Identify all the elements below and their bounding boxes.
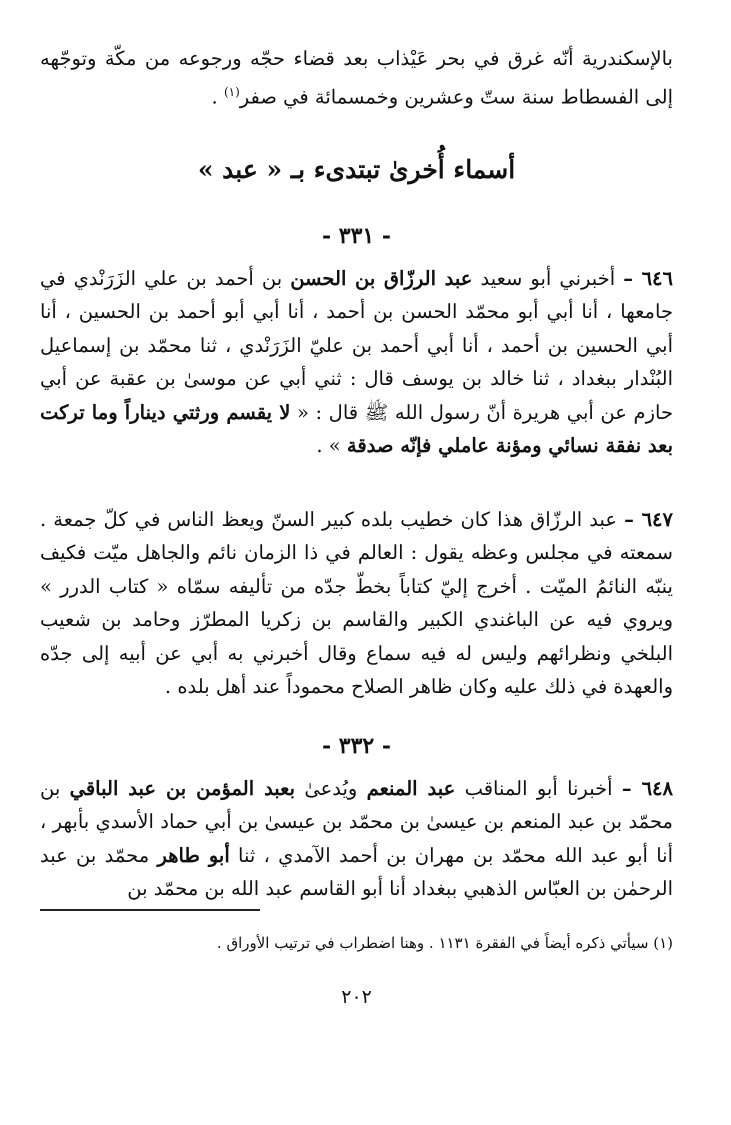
intro-text: بالإسكندرية أنّه غرق في بحر عَيْذاب بعد قضاء حجّه ورجوعه من مكّة وتوجّهه إلى الفسطاط سنة ستّ وعشرين وخمسمائة في صفر [40, 47, 673, 108]
entry-number: ٦٤٦ – [623, 266, 673, 290]
section-title: أسماء أُخرىٰ تبتدىء بـ « عبد » [197, 154, 516, 184]
entry-text: ويُدعىٰ [295, 776, 367, 800]
footnote-reference[interactable]: (١) [223, 84, 240, 99]
hadith-text: لا يقسم ورثتي ديناراً وما تركت بعد نفقة نسائي ومؤنة عاملي فإنّه صدقة [40, 400, 673, 457]
entry-number: ٦٤٧ – [624, 507, 673, 531]
footnote: (١) سيأتي ذكره أيضاً في الفقرة ١١٣١ . وهنا اضطراب في ترتيب الأوراق . [216, 934, 673, 952]
entry-text: بن محمّد بن عبد المنعم بن عيسىٰ بن محمّد بن عيسىٰ بن أبي حماد الأسدي بأبهر ، أنا أبو عبد الله محمّد بن مهران بن أحمد الآمدي ، ثنا [40, 776, 674, 867]
narrator-name: عبد الرزّاق بن الحسن [290, 266, 473, 290]
entry-text: بن أحمد بن علي الزَرَنْدي في جامعها ، أنا أبي أبو محمّد الحسن بن أحمد ، أنا أبي أبو أحمد بن الحسين ، أنا أبي الحسين بن أحمد ، أنا أبي أحمد بن عليّ الزَرَنْدي ، ثنا محمّد بن إسماعيل البُنْدار ببغداد ، ثنا خالد بن يوسف قال : ثني أبي عن موسىٰ بن عقبة عن أبي حازم عن أبي هريرة أنّ رسول الله ﷺ قال : « [40, 266, 674, 424]
entry-647 [40, 503, 673, 704]
footnote-divider [40, 909, 260, 911]
intro-paragraph [40, 42, 673, 114]
entry-text: أخبرني أبو سعيد [472, 266, 624, 290]
section-number-331: - ٣٣١ - [321, 222, 392, 249]
entry-648 [40, 772, 673, 906]
intro-tail: . [211, 85, 224, 108]
narrator-name: عبد المنعم [366, 776, 456, 800]
entry-text: أخبرنا أبو المناقب [455, 776, 622, 800]
entry-text: » . [316, 434, 347, 457]
section-number-332: - ٣٣٢ - [321, 732, 392, 759]
entry-646 [40, 262, 673, 463]
entry-text: عبد الرزّاق هذا كان خطيب بلده كبير السنّ ويعظ الناس في كلّ جمعة . سمعته في مجلس وعظه يقول : العالم في ذا الزمان نائم والجاهل ميّت فكيف ينبّه النائمُ الميّت . أخرج إليّ كتاباً بخطّ جدّه من تأليفه سمّاه « كتاب الدرر » ويروي فيه عن الباغندي الكبير والقاسم بن زكريا المطرّز وحامد بن شعيب البلخي ونظرائهم وليس له فيه سماع وقال أخبرني به أبي عن أبيه إلى جدّه والعهدة في ذلك عليه وكان ظاهر الصلاح محموداً عند أهل بلده . [40, 507, 673, 698]
narrator-name: أبو طاهر [157, 843, 230, 867]
page-content [40, 38, 673, 1125]
narrator-name: بعبد المؤمن بن عبد الباقي [69, 776, 296, 800]
entry-text: محمّد بن عبد الرحمٰن بن العبّاس الذهبي ببغداد أنا أبو القاسم عبد الله بن محمّد بن [40, 843, 673, 900]
entry-number: ٦٤٨ – [621, 776, 673, 800]
page-number: ٢٠٢ [341, 986, 372, 1008]
